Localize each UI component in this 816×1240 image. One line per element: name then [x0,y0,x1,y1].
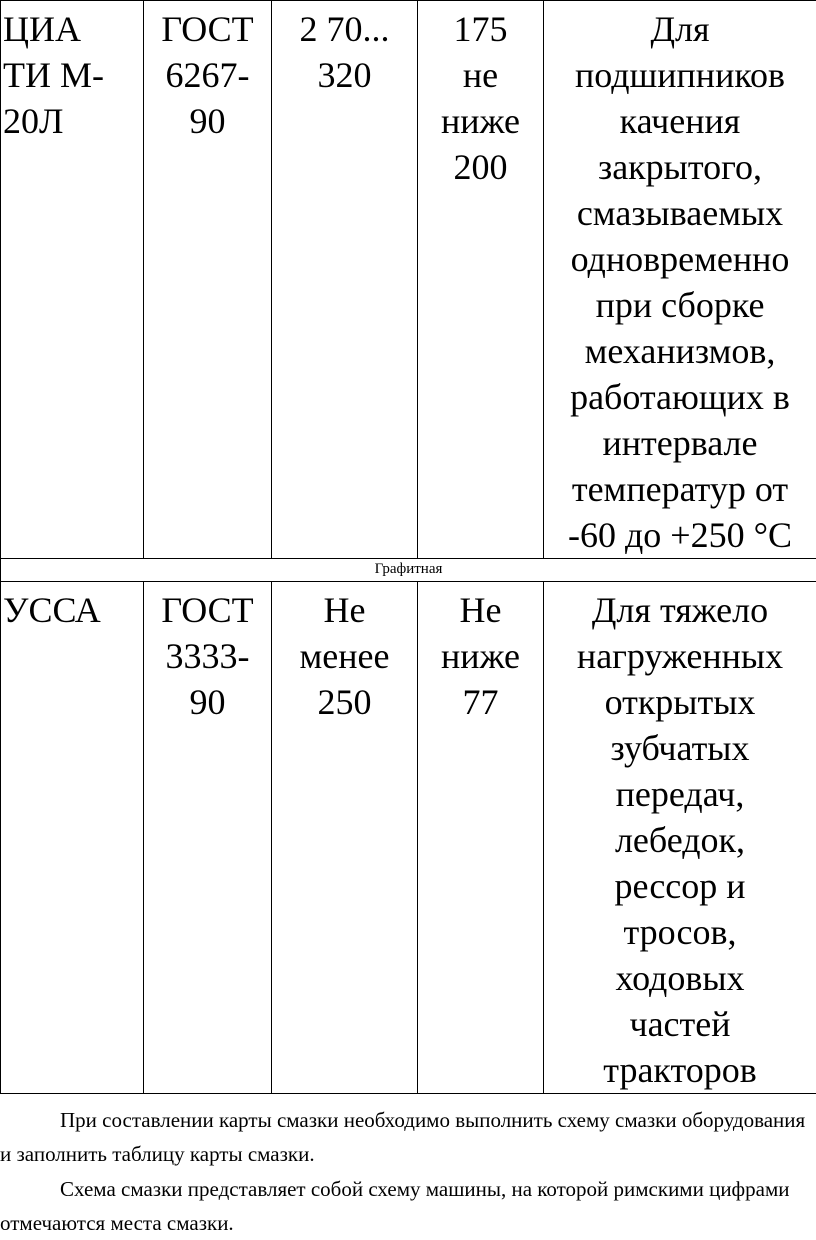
body-paragraph: Схема смазки представляет собой схему машины, на которой римскими цифрами отмечаются места смазки. [0,1177,790,1235]
standard-cell: ГОСТ 6267- 90 [144,1,272,559]
section-label: Графитная [1,559,816,582]
penetration-cell: Не менее 250 [272,582,418,1094]
grease-name-cell: УССА [1,582,144,1094]
table-row [1,582,816,1094]
application-cell: Для тяжело нагруженных открытых зубчатых передач, лебедок, рессор и тросов, ходовых частей тракторов [544,582,816,1094]
standard-cell: ГОСТ 3333- 90 [144,582,272,1094]
dropping-point-cell: 175 не ниже 200 [418,1,544,559]
dropping-point-cell: Не ниже 77 [418,582,544,1094]
body-paragraph: При составлении карты смазки необходимо выполнить схему смазки оборудования и заполнить таблицу карты смазки. [0,1108,806,1166]
penetration-cell: 2 70... 320 [272,1,418,559]
table-row [1,1,816,559]
table-section-row [1,559,816,582]
grease-name-cell: ЦИА ТИ М- 20Л [1,1,144,559]
application-cell: Для подшипников качения закрытого, смазываемых одновременно при сборке механизмов, работающих в интервале температур от -60 до +250 °С [544,1,816,559]
